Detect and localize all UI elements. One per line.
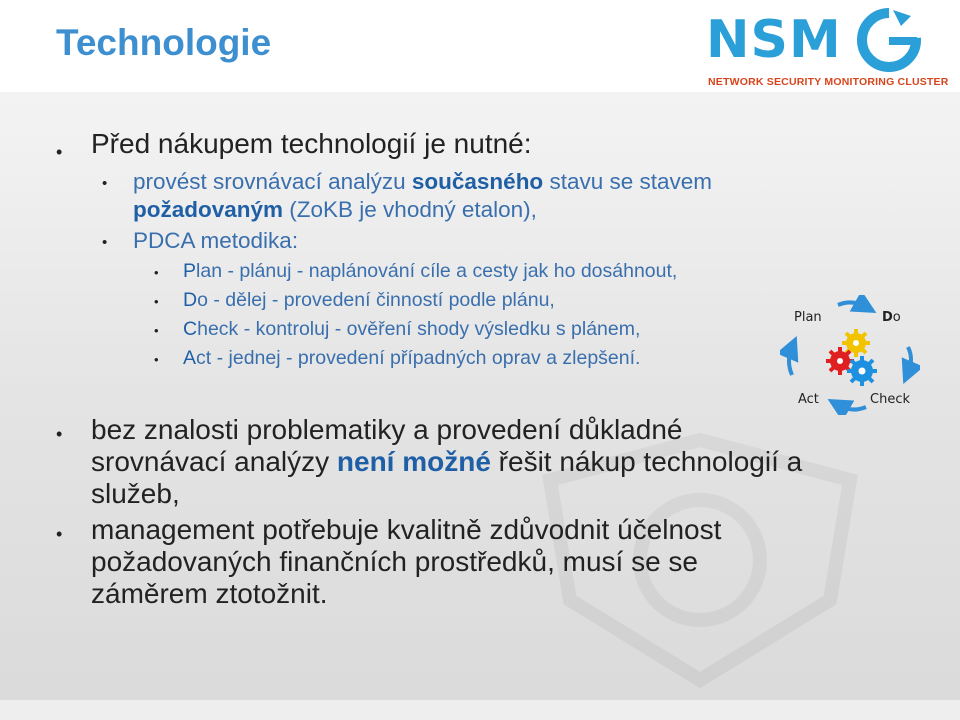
pdca-item-do: [183, 289, 555, 312]
sub-bullet-text-continuation: [133, 197, 537, 223]
bullet-dot: •: [56, 424, 63, 444]
text-run: stavu se stavem: [543, 169, 713, 194]
bold-text-run: současného: [411, 169, 544, 194]
pdca-letter: C: [183, 318, 198, 340]
pdca-label-do-letter: D: [882, 310, 893, 325]
bullet-dot: •: [154, 294, 159, 309]
pdca-item-check: [183, 318, 640, 341]
bullet-dot: •: [154, 352, 159, 367]
pdca-label-plan: Plan: [794, 310, 822, 325]
nsm-logo: [706, 4, 956, 90]
pdca-text: lan - plánuj - naplánování cíle a cesty jak ho dosáhnout,: [196, 260, 678, 282]
pdca-text: heck - kontroluj - ověření shody výsledku s plánem,: [197, 318, 641, 340]
bullet-text-continuation: služeb,: [91, 478, 180, 509]
pdca-text: o - dělej - provedení činností podle plánu,: [197, 289, 555, 311]
logo-emblem-icon: [853, 8, 925, 72]
logo-wordmark: NSM: [706, 10, 842, 70]
pdca-cycle-diagram: [780, 295, 920, 415]
text-run: srovnávací analýzy: [91, 446, 337, 477]
bullet-text: management potřebuje kvalitně zdůvodnit účelnost: [91, 514, 722, 545]
footer-bar: [0, 700, 960, 720]
pdca-letter: P: [183, 260, 197, 282]
pdca-label-do-rest: o: [892, 310, 901, 325]
bullet-text-continuation: záměrem ztotožnit.: [91, 578, 328, 609]
sub-bullet-text: PDCA metodika:: [133, 228, 299, 253]
slide-title: Technologie: [56, 22, 272, 63]
bullet-dot: •: [102, 234, 108, 251]
bullet-dot: •: [56, 142, 63, 162]
bullet-text-continuation: požadovaných finančních prostředků, musí se se: [91, 546, 699, 577]
bold-text-run: není možné: [336, 446, 491, 477]
logo-subtitle: NETWORK SECURITY MONITORING CLUSTER: [708, 76, 949, 88]
pdca-label-act: Act: [798, 392, 819, 407]
pdca-letter: A: [183, 347, 197, 369]
text-run: řešit nákup technologií a: [490, 446, 803, 477]
bullet-dot: •: [56, 524, 63, 544]
bullet-text-continuation: [91, 446, 802, 478]
text-run: (ZoKB je vhodný etalon),: [283, 197, 537, 222]
bold-text-run: požadovaným: [133, 197, 284, 222]
bullet-dot: •: [154, 265, 159, 280]
pdca-label-do: [882, 310, 901, 325]
pdca-letter: D: [183, 289, 198, 311]
bullet-dot: •: [154, 323, 159, 338]
bullet-dot: •: [102, 175, 108, 192]
pdca-item-plan: [183, 260, 677, 283]
bullet-text: bez znalosti problematiky a provedení důkladné: [91, 414, 683, 445]
sub-bullet-text: [133, 169, 712, 195]
bullet-text: Před nákupem technologií je nutné:: [91, 128, 532, 159]
pdca-label-check: Check: [870, 392, 910, 407]
pdca-item-act: [183, 347, 640, 370]
pdca-text: ct - jednej - provedení případných oprav a zlepšení.: [196, 347, 641, 369]
text-run: provést srovnávací analýzu: [133, 169, 412, 194]
